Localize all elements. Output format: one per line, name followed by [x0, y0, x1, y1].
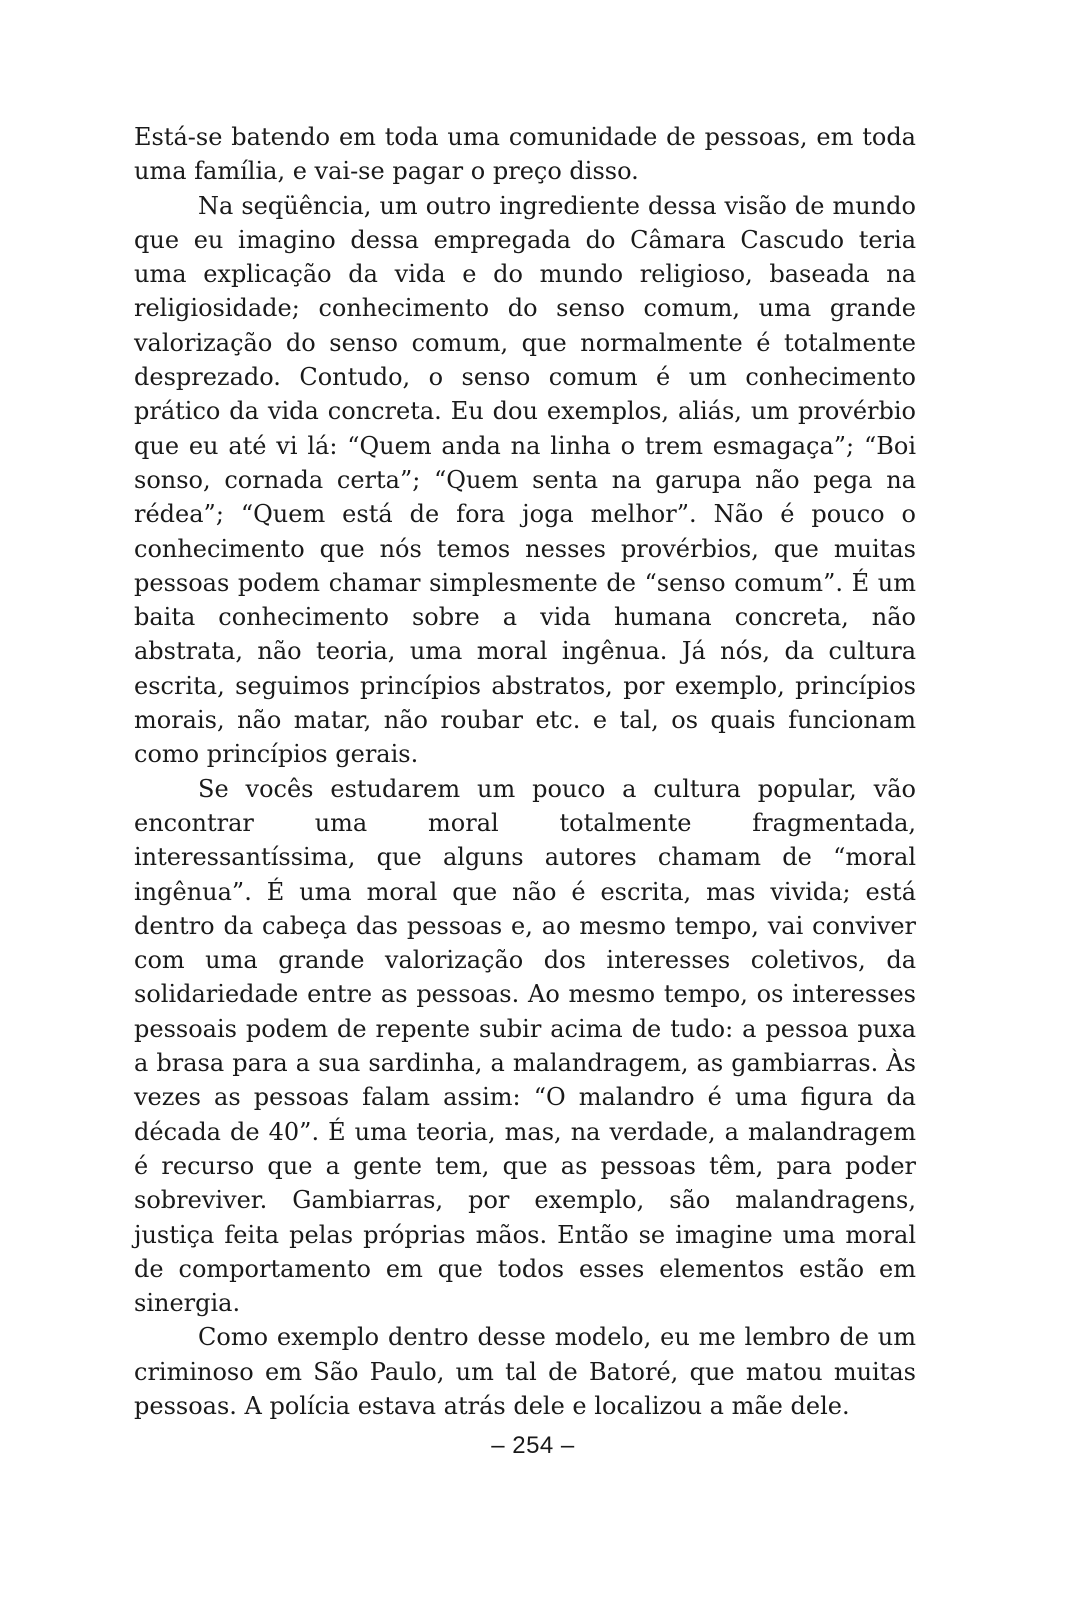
page-number: – 254 – [491, 1432, 575, 1459]
body-text [134, 120, 916, 1423]
paragraph-1: Está-se batendo em toda uma comunidade de pessoas, em toda uma família, e vai-se pagar o preço disso. [134, 123, 916, 186]
paragraph-4: Como exemplo dentro desse modelo, eu me lembro de um criminoso em São Paulo, um tal de Batoré, que matou muitas pessoas. A polícia estava atrás dele e localizou a mãe dele. [134, 1323, 916, 1420]
paragraph-2: Na seqüência, um outro ingrediente dessa visão de mundo que eu imagino dessa empregada do Câmara Cascudo teria uma explicação da vida e do mundo religioso, baseada na religiosidade; conhecimento do senso comum, uma grande valorização do senso comum, que normalmente é totalmente desprezado. Contudo, o senso comum é um conhecimento prático da vida concreta. Eu dou exemplos, aliás, um provérbio que eu até vi lá: “Quem anda na linha o trem esmagaça”; “Boi sonso, cornada certa”; “Quem senta na garupa não pega na rédea”; “Quem está de fora joga melhor”. Não é pouco o conhecimento que nós temos nesses provérbios, que muitas pessoas podem chamar simplesmente de “senso comum”. É um baita conhecimento sobre a vida humana concreta, não abstrata, não teoria, uma moral ingênua. Já nós, da cultura escrita, seguimos princípios abstratos, por exemplo, princípios morais, não matar, não roubar etc. e tal, os quais funcionam como princípios gerais. [134, 191, 916, 769]
paragraph-3: Se vocês estudarem um pouco a cultura popular, vão encontrar uma moral totalmente fragmentada, interessantíssima, que alguns autores chamam de “moral ingênua”. É uma moral que não é escrita, mas vivida; está dentro da cabeça das pessoas e, ao mesmo tempo, vai conviver com uma grande valorização dos interesses coletivos, da solidariedade entre as pessoas. Ao mesmo tempo, os interesses pessoais podem de repente subir acima de tudo: a pessoa puxa a brasa para a sua sardinha, a malandragem, as gambiarras. Às vezes as pessoas falam assim: “O malandro é uma figura da década de 40”. É uma teoria, mas, na verdade, a malandragem é recurso que a gente tem, que as pessoas têm, para poder sobreviver. Gambiarras, por exemplo, são malandragens, justiça feita pelas próprias mãos. Então se imagine uma moral de comportamento em que todos esses elementos estão em sinergia. [134, 774, 916, 1318]
